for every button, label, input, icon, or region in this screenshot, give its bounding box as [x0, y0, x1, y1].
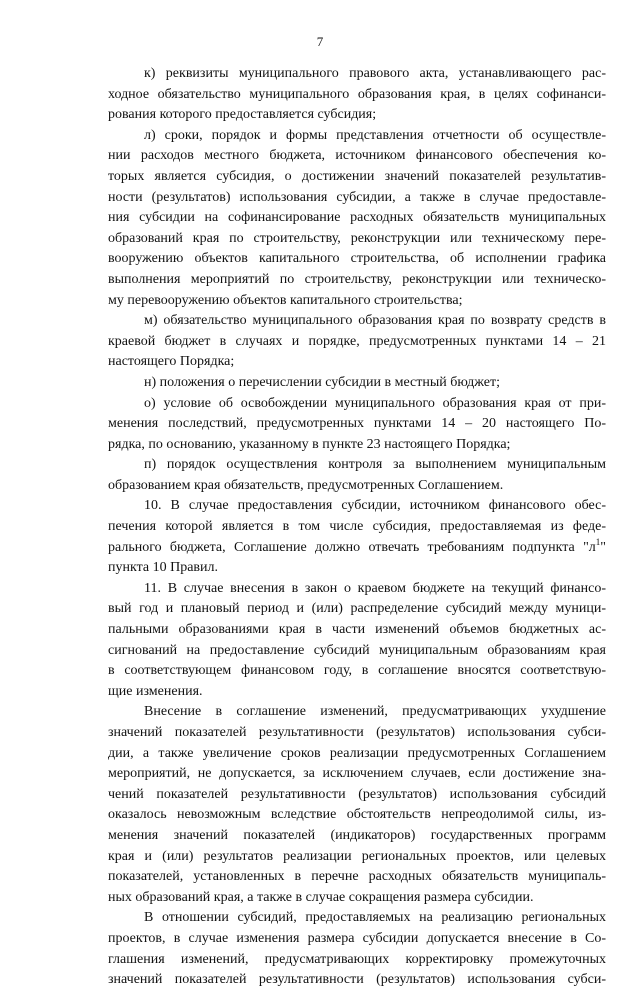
- paragraph-m: [108, 311, 606, 373]
- text-line: образованием края обязательств, предусмотренных Соглашением.: [108, 477, 504, 493]
- text-line: Внесение в соглашение изменений, предусматривающих ухудшение: [144, 704, 606, 720]
- paragraph-11: [108, 579, 606, 703]
- text-line: ния субсидии на софинансирование расходных обязательств муниципальных: [108, 210, 606, 226]
- text-line: печения которой является в том числе субсидия, предоставляемая из феде-: [108, 519, 606, 535]
- text-line: выполнения мероприятий по строительству, реконструкции или техническо-: [108, 271, 606, 287]
- text-line: л) сроки, порядок и формы представления отчетности об осуществле-: [144, 127, 606, 143]
- text-line: значений показателей результативности (результатов) использования субси-: [108, 972, 606, 988]
- text-line: му перевооружению объектов капитального строительства;: [108, 292, 463, 308]
- text-line: настоящего Порядка;: [108, 354, 235, 370]
- paragraph-10: [108, 496, 606, 578]
- text-line: менения последствий, предусмотренных пунктами 14 – 20 настоящего По-: [108, 416, 606, 432]
- paragraph-regional: [108, 908, 606, 990]
- text-line: пункта 10 Правил.: [108, 560, 219, 576]
- paragraph-changes: [108, 702, 606, 908]
- document-body: [108, 64, 606, 991]
- text-line: щие изменения.: [108, 683, 203, 699]
- text-line: рования которого предоставляется субсидия;: [108, 107, 377, 123]
- text-line: ности (результатов) использования субсидии, а также в случае предоставле-: [108, 189, 606, 205]
- text-line: дии, а также увеличение сроков реализации предусмотренных Соглашением: [108, 745, 606, 761]
- paragraph-k: [108, 64, 606, 126]
- text-line: п) порядок осуществления контроля за выполнением муниципальным: [144, 457, 606, 473]
- paragraph-l: [108, 126, 606, 311]
- text-line: ходное обязательство муниципального образования края, в целях софинанси-: [108, 86, 606, 102]
- text-line: проектов, в случае изменения размера субсидии допускается внесение в Со-: [108, 930, 606, 946]
- text-line: пальными образованиями края в части изменений объемов бюджетных ас-: [108, 622, 606, 638]
- text-line: сигнований на предоставление субсидий муниципальным образованиям края: [108, 642, 606, 658]
- text-line: менения значений показателей (индикаторов) государственных программ: [108, 827, 606, 843]
- text-line: в соответствующем финансовом году, в соглашение вносятся соответствую-: [108, 663, 606, 679]
- text-line: нии расходов местного бюджета, источником финансового обеспечения ко-: [108, 148, 606, 164]
- text-line: значений показателей результативности (результатов) использования субси-: [108, 725, 606, 740]
- text-line: вый год и плановый период и (или) распределение субсидий между муници-: [108, 601, 606, 617]
- text-line: рядка, по основанию, указанному в пункте 23 настоящего Порядка;: [108, 436, 511, 452]
- text-line: м) обязательство муниципального образования края по возврату средств в: [144, 313, 606, 329]
- text-line: о) условие об освобождении муниципального образования края от при-: [144, 395, 606, 411]
- text-line: глашения изменений, предусматривающих корректировку промежуточных: [108, 951, 606, 967]
- text-line: 10. В случае предоставления субсидии, источником финансового обес-: [144, 498, 606, 514]
- page-number: 7: [316, 34, 324, 49]
- text-line: 11. В случае внесения в закон о краевом бюджете на текущий финансо-: [144, 580, 606, 596]
- text-line: оказалось невозможным вследствие обстоятельств непреодолимой силы, из-: [108, 807, 606, 823]
- superscript: 1: [595, 536, 601, 547]
- paragraph-o: [108, 394, 606, 456]
- text-line: ных образований края, а также в случае сокращения размера субсидии.: [108, 889, 534, 905]
- text-line: краевой бюджет в случаях и порядке, предусмотренных пунктами 14 – 21: [108, 333, 606, 349]
- paragraph-n: [108, 373, 606, 394]
- text-fragment: рального бюджета, Соглашение должно отвечать требованиям подпункта "л: [108, 539, 596, 555]
- text-line: показателей, установленных в перечне расходных обязательств муниципаль-: [108, 869, 606, 885]
- text-line: образований края по строительству, реконструкции или техническому пере-: [108, 230, 606, 246]
- text-line: края и (или) результатов реализации региональных проектов, или целевых: [108, 848, 606, 864]
- text-line: н) положения о перечислении субсидии в местный бюджет;: [144, 374, 500, 390]
- text-line: В отношении субсидий, предоставляемых на реализацию региональных: [144, 910, 606, 926]
- text-line: чений показателей результативности (результатов) использования субсидий: [108, 786, 606, 802]
- text-line: к) реквизиты муниципального правового акта, устанавливающего рас-: [144, 66, 606, 81]
- paragraph-p: [108, 455, 606, 496]
- text-line: вооружению объектов капитального строительства, об исполнении графика: [108, 251, 606, 267]
- text-line: торых является субсидия, о достижении значений показателей результатив-: [108, 168, 606, 184]
- text-line-with-superscript: рального бюджета, Соглашение должно отвечать требованиям подпункта "$л^1$": [108, 536, 606, 555]
- text-line: мероприятий, не допускается, за исключением случаев, если достижение зна-: [108, 766, 606, 782]
